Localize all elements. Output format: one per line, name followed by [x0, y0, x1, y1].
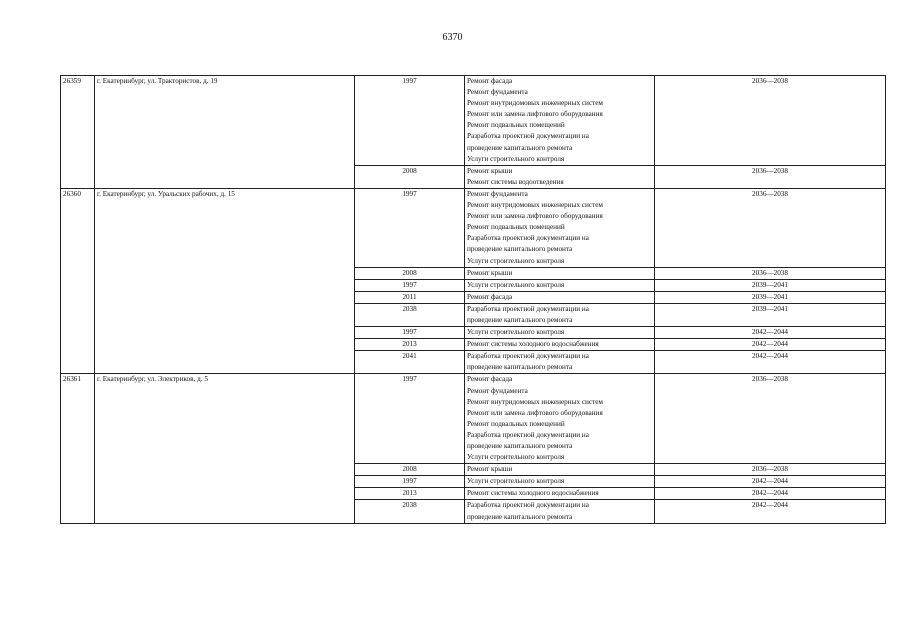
planned-period-cell: 2042—2044	[655, 339, 886, 351]
work-type-cell	[465, 165, 655, 188]
work-type-line: проведение капитального ремонта	[467, 143, 573, 152]
work-type-line: Услуги строительного контроля	[467, 256, 565, 265]
building-address-cell: г. Екатеринбург, ул. Электриков, д. 5	[95, 374, 355, 523]
schedule-body	[61, 76, 886, 524]
work-type-line: Ремонт или замена лифтового оборудования	[467, 212, 603, 221]
work-type-line: проведение капитального ремонта	[467, 512, 573, 521]
building-id-cell: 26360	[61, 188, 95, 374]
repair-schedule-table	[60, 75, 886, 524]
work-type-line: Ремонт системы холодного водоснабжения	[467, 340, 599, 349]
work-type-cell	[465, 76, 655, 166]
year-cell: 1997	[355, 476, 465, 488]
planned-period-cell: 2036—2038	[655, 165, 886, 188]
work-type-cell	[465, 500, 655, 523]
work-type-line: Ремонт фундамента	[467, 88, 528, 97]
work-type-line: Ремонт фундамента	[467, 189, 528, 198]
work-type-line: Ремонт внутридомовых инженерных систем	[467, 201, 603, 210]
work-type-line: Разработка проектной документации на	[467, 501, 589, 510]
planned-period-cell: 2039—2041	[655, 303, 886, 326]
work-type-cell	[465, 327, 655, 339]
year-cell: 2038	[355, 303, 465, 326]
year-cell: 1997	[355, 279, 465, 291]
table-row	[61, 76, 886, 166]
year-cell: 2008	[355, 267, 465, 279]
planned-period-cell: 2039—2041	[655, 291, 886, 303]
page-number: 6370	[442, 32, 463, 43]
work-type-line: Ремонт подвальных помещений	[467, 121, 565, 130]
year-cell: 1997	[355, 188, 465, 267]
year-cell: 2008	[355, 165, 465, 188]
planned-period-cell: 2036—2038	[655, 374, 886, 464]
work-type-cell	[465, 279, 655, 291]
work-type-line: проведение капитального ремонта	[467, 363, 573, 372]
work-type-cell	[465, 464, 655, 476]
planned-period-cell: 2036—2038	[655, 188, 886, 267]
work-type-line: Услуги строительного контроля	[467, 154, 565, 163]
work-type-line: Ремонт крыши	[467, 465, 513, 474]
work-type-line: Ремонт или замена лифтового оборудования	[467, 408, 603, 417]
year-cell: 1997	[355, 374, 465, 464]
work-type-line: Ремонт фасада	[467, 375, 513, 384]
planned-period-cell: 2036—2038	[655, 464, 886, 476]
work-type-line: проведение капитального ремонта	[467, 245, 573, 254]
work-type-line: проведение капитального ремонта	[467, 315, 573, 324]
work-type-line: Ремонт фундамента	[467, 386, 528, 395]
work-type-line: Ремонт фасада	[467, 292, 513, 301]
work-type-line: Ремонт или замена лифтового оборудования	[467, 110, 603, 119]
year-cell: 2013	[355, 339, 465, 351]
work-type-cell	[465, 374, 655, 464]
work-type-cell	[465, 188, 655, 267]
work-type-line: Разработка проектной документации на	[467, 352, 589, 361]
work-type-line: Ремонт внутридомовых инженерных систем	[467, 99, 603, 108]
table-row	[61, 374, 886, 464]
planned-period-cell: 2036—2038	[655, 267, 886, 279]
work-type-line: Услуги строительного контроля	[467, 328, 565, 337]
planned-period-cell: 2042—2044	[655, 500, 886, 523]
work-type-cell	[465, 303, 655, 326]
work-type-line: Ремонт системы водоотведения	[467, 177, 564, 186]
work-type-line: Разработка проектной документации на	[467, 430, 589, 439]
work-type-line: Разработка проектной документации на	[467, 234, 589, 243]
work-type-line: Услуги строительного контроля	[467, 477, 565, 486]
work-type-line: проведение капитального ремонта	[467, 442, 573, 450]
work-type-line: Разработка проектной документации на	[467, 132, 589, 141]
work-type-line: Ремонт фасада	[467, 77, 513, 85]
work-type-cell	[465, 267, 655, 279]
planned-period-cell: 2042—2044	[655, 351, 886, 374]
planned-period-cell: 2042—2044	[655, 488, 886, 500]
building-id-cell: 26361	[61, 374, 95, 523]
building-address-cell: г. Екатеринбург, ул. Уральских рабочих, д. 15	[95, 188, 355, 374]
work-type-cell	[465, 488, 655, 500]
year-cell: 2013	[355, 488, 465, 500]
work-type-cell	[465, 339, 655, 351]
work-type-line: Ремонт внутридомовых инженерных систем	[467, 397, 603, 406]
year-cell: 2008	[355, 464, 465, 476]
year-cell: 2041	[355, 351, 465, 374]
building-id-cell: 26359	[61, 76, 95, 189]
planned-period-cell: 2039—2041	[655, 279, 886, 291]
work-type-line: Ремонт подвальных помещений	[467, 419, 565, 428]
work-type-line: Услуги строительного контроля	[467, 453, 565, 462]
work-type-line: Ремонт системы холодного водоснабжения	[467, 489, 599, 498]
year-cell: 1997	[355, 76, 465, 166]
work-type-line: Ремонт крыши	[467, 166, 513, 175]
planned-period-cell: 2042—2044	[655, 476, 886, 488]
year-cell: 2011	[355, 291, 465, 303]
work-type-cell	[465, 476, 655, 488]
work-type-cell	[465, 291, 655, 303]
table-row	[61, 188, 886, 267]
year-cell: 1997	[355, 327, 465, 339]
planned-period-cell: 2042—2044	[655, 327, 886, 339]
planned-period-cell: 2036—2038	[655, 76, 886, 166]
building-address-cell: г. Екатеринбург, ул. Трактористов, д. 19	[95, 76, 355, 189]
work-type-cell	[465, 351, 655, 374]
work-type-line: Ремонт подвальных помещений	[467, 223, 565, 232]
work-type-line: Разработка проектной документации на	[467, 304, 589, 313]
work-type-line: Ремонт крыши	[467, 268, 513, 277]
year-cell: 2038	[355, 500, 465, 523]
work-type-line: Услуги строительного контроля	[467, 280, 565, 289]
